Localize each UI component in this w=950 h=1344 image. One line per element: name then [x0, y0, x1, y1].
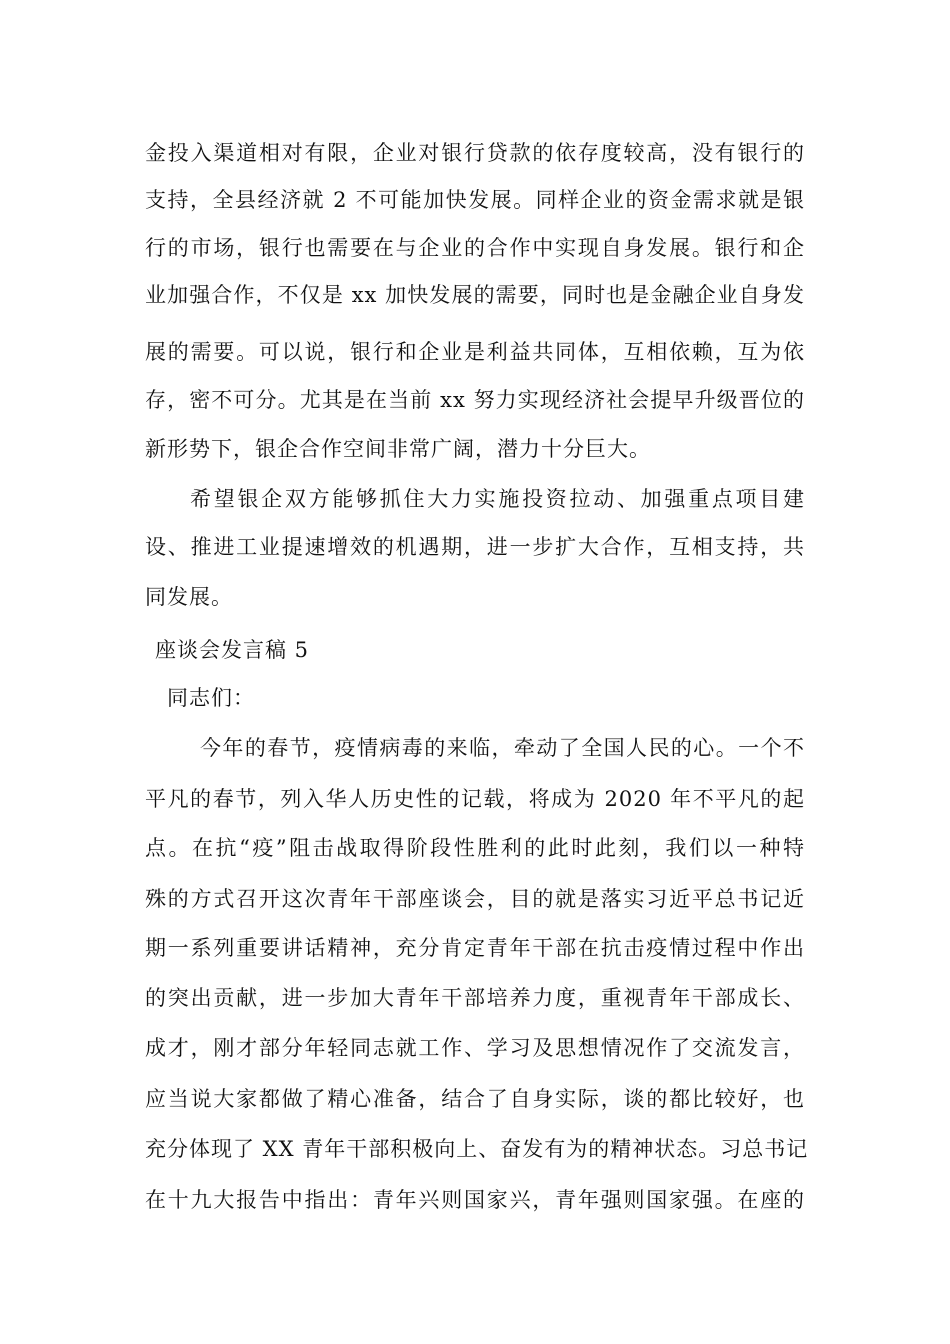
- paragraph3-line: 今年的春节，疫情病毒的来临，牵动了全国人民的心。一个不: [200, 736, 805, 760]
- paragraph3-line: 殊的方式召开这次青年干部座谈会，目的就是落实习近平总书记近: [145, 887, 805, 911]
- paragraph3-line: 充分体现了 XX 青年干部积极向上、奋发有为的精神状态。习总书记: [145, 1137, 809, 1161]
- paragraph1-line: 展的需要。可以说，银行和企业是利益共同体，互相依赖，互为依: [145, 340, 805, 364]
- paragraph2-line: 希望银企双方能够抓住大力实施投资拉动、加强重点项目建: [190, 487, 805, 511]
- paragraph3-line: 点。在抗“疫”阻击战取得阶段性胜利的此时此刻，我们以一种特: [145, 836, 805, 860]
- paragraph3-line: 的突出贡献，进一步加大青年干部培养力度，重视青年干部成长、: [145, 986, 805, 1010]
- paragraph1-line: 支持，全县经济就 2 不可能加快发展。同样企业的资金需求就是银: [145, 188, 805, 212]
- paragraph3-line: 在十九大报告中指出：青年兴则国家兴，青年强则国家强。在座的: [145, 1188, 805, 1212]
- paragraph3-line: 应当说大家都做了精心准备，结合了自身实际，谈的都比较好，也: [145, 1087, 805, 1111]
- paragraph1-line: 业加强合作，不仅是 xx 加快发展的需要，同时也是金融企业自身发: [145, 283, 805, 307]
- paragraph1-line: 存，密不可分。尤其是在当前 xx 努力实现经济社会提早升级晋位的: [145, 388, 805, 412]
- paragraph2-line: 同发展。: [145, 585, 233, 609]
- paragraph3-line: 成才，刚才部分年轻同志就工作、学习及思想情况作了交流发言，: [145, 1036, 805, 1060]
- salutation: 同志们：: [167, 686, 255, 710]
- paragraph1-line: 行的市场，银行也需要在与企业的合作中实现自身发展。银行和企: [145, 236, 805, 260]
- section-heading: 座谈会发言稿 5: [155, 638, 310, 662]
- paragraph3-line: 平凡的春节，列入华人历史性的记载，将成为 2020 年不平凡的起: [145, 787, 805, 811]
- paragraph2-line: 设、推进工业提速增效的机遇期，进一步扩大合作，互相支持，共: [145, 535, 805, 559]
- paragraph1-line: 新形势下，银企合作空间非常广阔，潜力十分巨大。: [145, 437, 651, 461]
- paragraph1-line: 金投入渠道相对有限，企业对银行贷款的依存度较高，没有银行的: [145, 141, 805, 165]
- paragraph3-line: 期一系列重要讲话精神，充分肯定青年干部在抗击疫情过程中作出: [145, 936, 805, 960]
